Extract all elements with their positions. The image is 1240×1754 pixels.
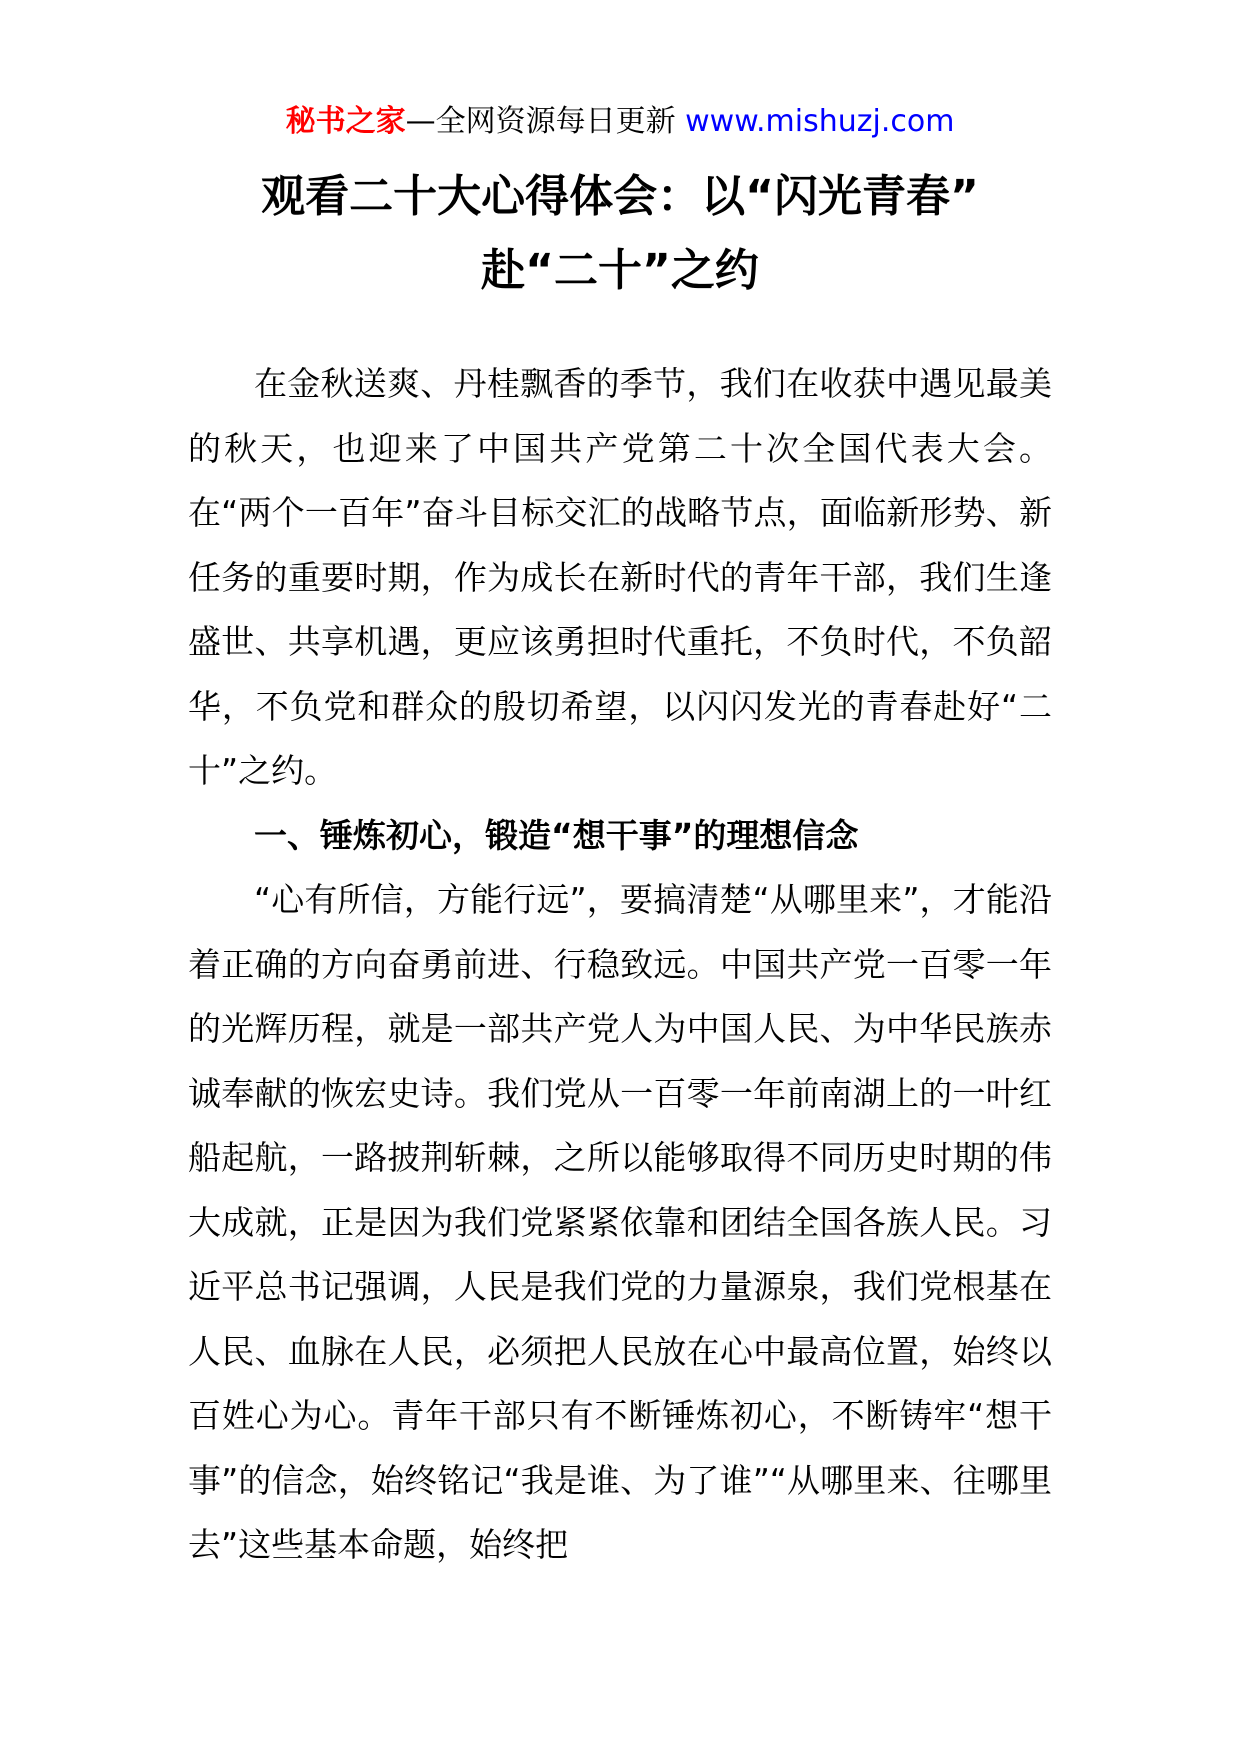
title-line-2: 赴“二十”之约 <box>481 245 759 296</box>
header-tagline: —全网资源每日更新 <box>405 104 676 139</box>
paragraph-section-1: “心有所信，方能行远”，要搞清楚“从哪里来”，才能沿着正确的方向奋勇前进、行稳致远。中国共产党一百零一年的光辉历程，就是一部共产党人为中国人民、为中华民族赤诚奉献的恢宏史诗。我们党从一百零一年前南湖上的一叶红船起航，一路披荆斩棘，之所以能够取得不同历史时期的伟大成就，正是因为我们党紧紧依靠和团结全国各族人民。习近平总书记强调，人民是我们党的力量源泉，我们党根基在人民、血脉在人民，必须把人民放在心中最高位置，始终以百姓心为心。青年干部只有不断锤炼初心，不断铸牢“想干事”的信念，始终铭记“我是谁、为了谁”“从哪里来、往哪里去”这些基本命题，始终把 <box>188 880 1052 1564</box>
section-heading-1: 一、锤炼初心，锻造“想干事”的理想信念 <box>254 815 859 855</box>
site-url-link[interactable]: www.mishuzj.com <box>685 104 955 139</box>
brand-name: 秘书之家 <box>285 104 406 139</box>
document-title <box>0 160 1240 308</box>
paragraph-intro: 在金秋送爽、丹桂飘香的季节，我们在收获中遇见最美的秋天，也迎来了中国共产党第二十次全国代表大会。在“两个一百年”奋斗目标交汇的战略节点，面临新形势、新任务的重要时期，作为成长在新时代的青年干部，我们生逢盛世、共享机遇，更应该勇担时代重托，不负时代，不负韶华，不负党和群众的殷切希望，以闪闪发光的青春赴好“二十”之约。 <box>188 364 1052 790</box>
site-header <box>0 102 1240 142</box>
title-line-1: 观看二十大心得体会：以“闪光青春” <box>261 171 979 222</box>
document-body <box>188 352 1052 1578</box>
